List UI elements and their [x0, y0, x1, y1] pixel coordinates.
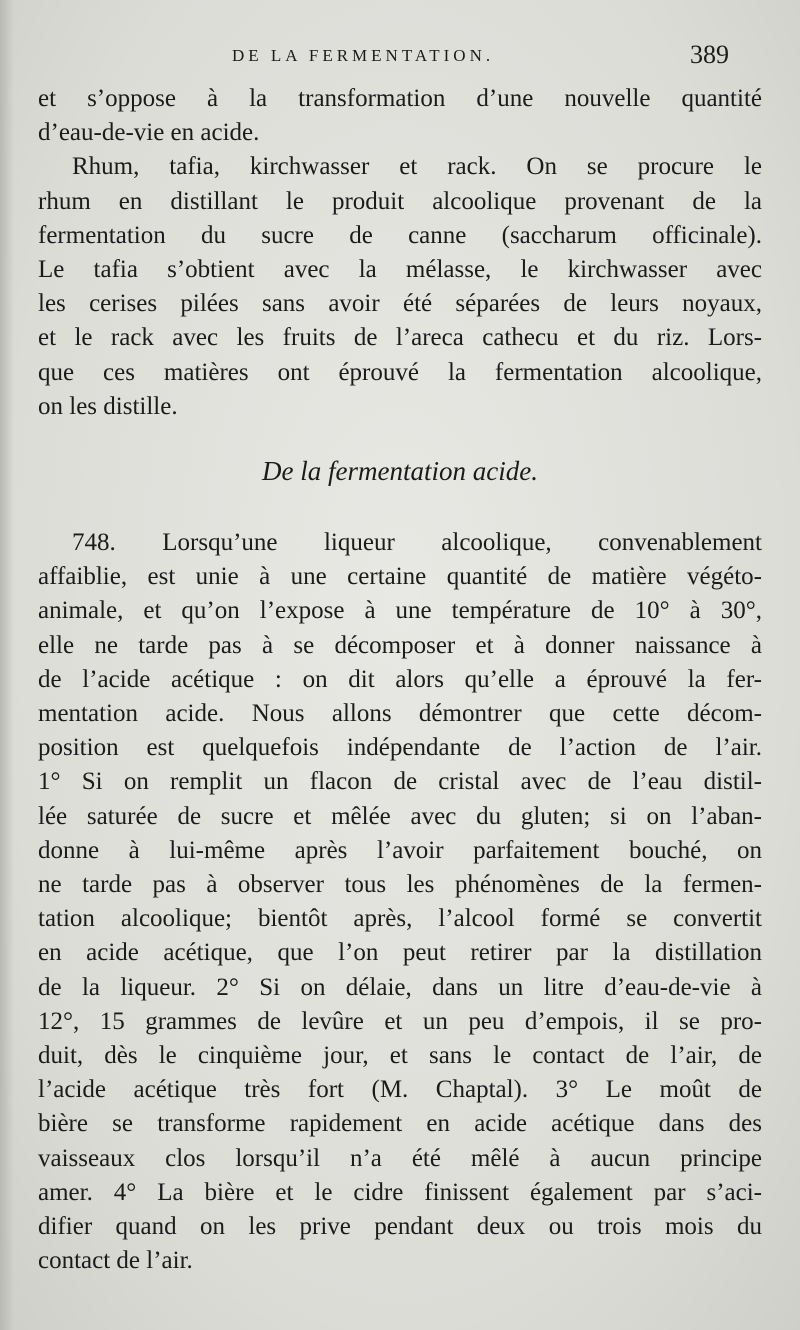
- text-line: 12°, 15 grammes de levûre et un peu d’empois, il se pro-: [38, 1007, 762, 1035]
- text-line: ne tarde pas à observer tous les phénomènes de la fermen-: [38, 871, 762, 899]
- text-line: l’acide acétique très fort (M. Chaptal). 3° Le moût de: [38, 1076, 762, 1104]
- text-line: amer. 4° La bière et le cidre finissent également par s’aci-: [38, 1178, 762, 1206]
- text-line: fermentation du sucre de canne (saccharum officinale).: [38, 221, 762, 249]
- text-line: contact de l’air.: [38, 1247, 193, 1275]
- section-heading: De la fermentation acide.: [262, 456, 538, 487]
- page-number: 389: [690, 40, 729, 69]
- running-head: [0, 40, 800, 76]
- paragraph-748: [38, 526, 762, 1278]
- text-line: et s’oppose à la transformation d’une nouvelle quantité: [38, 85, 762, 112]
- text-line: Le tafia s’obtient avec la mélasse, le kirchwasser avec: [38, 256, 762, 284]
- text-line: et le rack avec les fruits de l’areca cathecu et du riz. Lors-: [38, 324, 762, 352]
- text-line: donne à lui-même après l’avoir parfaitement bouché, on: [38, 836, 762, 864]
- running-head-title: DE LA FERMENTATION.: [232, 46, 495, 65]
- text-line: de la liqueur. 2° Si on délaie, dans un litre d’eau-de-vie à: [38, 973, 762, 1001]
- text-line: position est quelquefois indépendante de l’action de l’air.: [38, 734, 762, 762]
- text-line: affaiblie, est unie à une certaine quantité de matière végéto-: [38, 563, 762, 591]
- text-line: 1° Si on remplit un flacon de cristal avec de l’eau distil-: [38, 768, 762, 796]
- text-line: mentation acide. Nous allons démontrer que cette décom-: [38, 700, 762, 728]
- text-line: animale, et qu’on l’expose à une température de 10° à 30°,: [38, 597, 762, 625]
- text-line: que ces matières ont éprouvé la fermentation alcoolique,: [38, 358, 762, 386]
- text-line: lée saturée de sucre et mêlée avec du gluten; si on l’aban-: [38, 802, 762, 830]
- text-line: duit, dès le cinquième jour, et sans le contact de l’air, de: [38, 1042, 762, 1070]
- page-binding-shadow: [0, 0, 14, 1330]
- text-line: bière se transforme rapidement en acide acétique dans des: [38, 1110, 762, 1138]
- text-line: vaisseaux clos lorsqu’il n’a été mêlé à aucun principe: [38, 1144, 762, 1172]
- text-line: de l’acide acétique : on dit alors qu’elle a éprouvé la fer-: [38, 665, 762, 693]
- text-line: elle ne tarde pas à se décomposer et à donner naissance à: [38, 631, 762, 659]
- text-line: Rhum, tafia, kirchwasser et rack. On se procure le: [72, 153, 762, 181]
- text-line: les cerises pilées sans avoir été séparées de leurs noyaux,: [38, 290, 762, 318]
- text-line: tation alcoolique; bientôt après, l’alcool formé se convertit: [38, 905, 762, 933]
- text-line: en acide acétique, que l’on peut retirer par la distillation: [38, 939, 762, 967]
- text-line: 748. Lorsqu’une liqueur alcoolique, convenablement: [72, 529, 762, 557]
- paragraph-continuation: [38, 82, 762, 150]
- text-line: on les distille.: [38, 392, 178, 420]
- text-line: rhum en distillant le produit alcoolique provenant de la: [38, 187, 762, 215]
- paragraph-spirits: [38, 150, 762, 424]
- text-line: difier quand on les prive pendant deux ou trois mois du: [38, 1213, 762, 1241]
- body-text: [38, 82, 762, 1279]
- text-line: d’eau-de-vie en acide.: [38, 119, 260, 147]
